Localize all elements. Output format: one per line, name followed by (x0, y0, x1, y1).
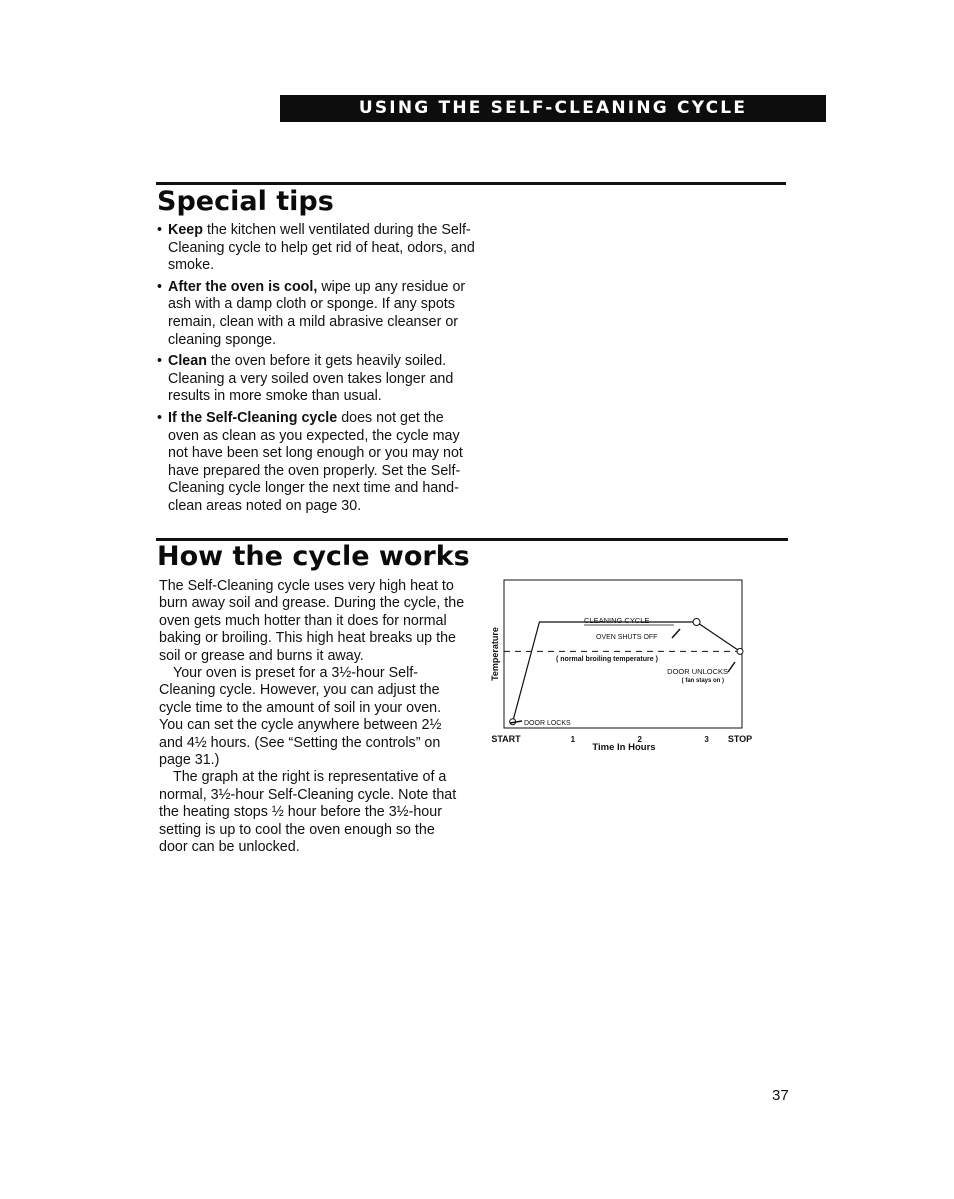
door-unlocks-label: DOOR UNLOCKS (667, 667, 728, 676)
x-tick-start: START (491, 734, 521, 744)
x-tick-3: 3 (704, 735, 709, 744)
divider-special-tips (156, 182, 786, 185)
x-tick-1: 1 (570, 735, 576, 744)
oven-shuts-off-arrow (672, 629, 680, 638)
body-paragraph: Your oven is preset for a 3½-hour Self-Cleaning cycle. However, you can adjust the cycle time to the amount of soil in your oven. You can set the cycle anywhere between 2½ and 4½ hours. (See “Setting the controls” on page 31.) (159, 665, 442, 769)
fan-stays-on-label: ( fan stays on ) (681, 678, 724, 684)
tip-bold: If the Self-Cleaning cycle (168, 409, 338, 426)
y-axis-label: Temperature (490, 627, 500, 681)
body-paragraph: The Self-Cleaning cycle uses very high heat to burn away soil and grease. During the cycle, the oven gets much hotter than it does for normal baking or broiling. This high heat breaks up the soil or grease and burns it away. (159, 578, 465, 664)
door-unlocks-arrow (728, 662, 735, 672)
x-axis-label: Time In Hours (592, 742, 656, 753)
bullet-icon: • (157, 409, 163, 426)
tip-text: the oven before it gets heavily soiled. Cleaning a very soiled oven takes longer and results in more smoke than usual. (168, 353, 454, 405)
bullet-icon: • (157, 278, 163, 295)
door-locks-label: DOOR LOCKS (524, 720, 571, 727)
cleaning-cycle-label: CLEANING CYCLE (584, 616, 650, 625)
special-tips-list (157, 222, 477, 520)
page-number: 37 (772, 1087, 789, 1104)
how-it-works-body (159, 578, 465, 857)
body-paragraph: The graph at the right is representative of a normal, 3½-hour Self-Cleaning cycle. Note that the heating stops ½ hour before the 3½-hour setting is up to cool the oven enough so the door can be unlocked. (159, 769, 457, 856)
tip-bold: After the oven is cool, (168, 278, 318, 295)
tip-item (157, 222, 477, 275)
cleaning-cycle-chart (484, 576, 774, 756)
tip-text: wipe up any residue or ash with a damp cloth or sponge. If any spots remain, clean with a mild abrasive cleanser or cleaning sponge. (168, 278, 466, 348)
tip-text: the kitchen well ventilated during the Self-Cleaning cycle to help get rid of heat, odors, and smoke. (168, 222, 475, 274)
tip-item (157, 410, 477, 516)
tip-item (157, 279, 477, 349)
tip-bold: Clean (168, 353, 207, 370)
section-header: USING THE SELF-CLEANING CYCLE (280, 95, 826, 122)
tip-bold: Keep (168, 222, 203, 238)
tip-text: does not get the oven as clean as you expected, the cycle may not have been set long enough or you may not have prepared the oven properly. Set the Self-Cleaning cycle longer the next time and hand-clean areas noted on page 30. (168, 409, 463, 514)
oven-shuts-off-label: OVEN SHUTS OFF (596, 634, 658, 641)
special-tips-heading: Special tips (157, 186, 334, 217)
oven-shuts-off-marker (693, 619, 700, 626)
reference-line-label: ( normal broiling temperature ) (556, 656, 658, 663)
chart-frame (504, 580, 742, 728)
x-tick-2: 2 (637, 735, 642, 744)
door-unlocks-marker (737, 648, 743, 654)
how-it-works-heading: How the cycle works (157, 541, 470, 572)
x-tick-stop: STOP (727, 734, 753, 744)
bullet-icon: • (157, 353, 163, 370)
bullet-icon: • (157, 222, 163, 238)
tip-item (157, 353, 477, 406)
